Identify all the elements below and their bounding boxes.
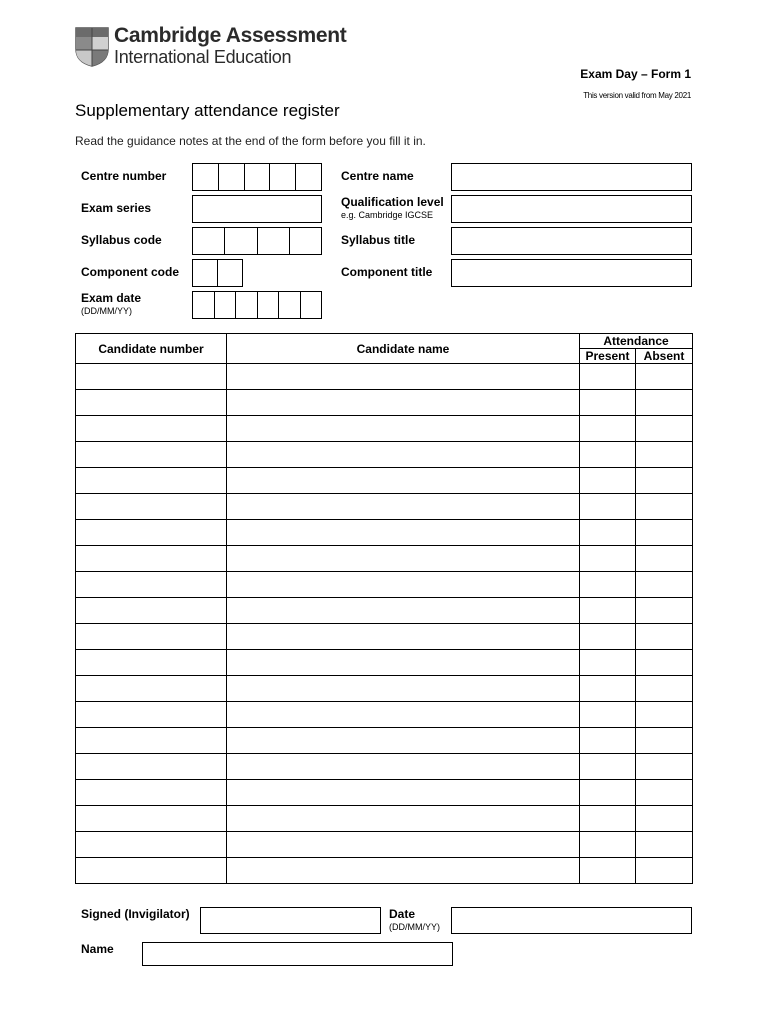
date-field[interactable]	[451, 907, 692, 934]
table-row	[76, 390, 693, 416]
component-title-field[interactable]	[451, 259, 692, 287]
candidate-name-cell[interactable]	[227, 416, 580, 442]
candidate-number-cell[interactable]	[76, 650, 227, 676]
present-cell[interactable]	[580, 832, 636, 858]
col-absent: Absent	[636, 349, 693, 364]
component-title-label: Component title	[341, 265, 433, 279]
date-label: Date	[389, 907, 416, 921]
present-cell[interactable]	[580, 676, 636, 702]
absent-cell[interactable]	[636, 728, 693, 754]
candidate-number-cell[interactable]	[76, 442, 227, 468]
table-row	[76, 624, 693, 650]
exam-date-format: (DD/MM/YY)	[81, 306, 132, 316]
candidate-number-cell[interactable]	[76, 806, 227, 832]
candidate-number-cell[interactable]	[76, 364, 227, 390]
absent-cell[interactable]	[636, 546, 693, 572]
qualification-level-field[interactable]	[451, 195, 692, 223]
signed-label: Signed (Invigilator)	[81, 907, 190, 921]
table-row	[76, 546, 693, 572]
absent-cell[interactable]	[636, 442, 693, 468]
absent-cell[interactable]	[636, 494, 693, 520]
exam-date-label: Exam date	[81, 291, 142, 305]
logo-title: Cambridge Assessment	[114, 24, 347, 47]
candidate-number-cell[interactable]	[76, 572, 227, 598]
page-title: Supplementary attendance register	[75, 101, 340, 120]
table-row	[76, 572, 693, 598]
name-field[interactable]	[142, 942, 453, 966]
centre-name-field[interactable]	[451, 163, 692, 191]
guidance-text: Read the guidance notes at the end of the form before you fill it in.	[75, 134, 426, 148]
present-cell[interactable]	[580, 780, 636, 806]
candidate-name-cell[interactable]	[227, 754, 580, 780]
present-cell[interactable]	[580, 728, 636, 754]
centre-name-label: Centre name	[341, 169, 414, 183]
absent-cell[interactable]	[636, 832, 693, 858]
absent-cell[interactable]	[636, 598, 693, 624]
cambridge-crest-icon	[75, 27, 109, 67]
present-cell[interactable]	[580, 468, 636, 494]
candidate-number-cell[interactable]	[76, 780, 227, 806]
centre-number-field[interactable]	[192, 163, 322, 191]
table-row	[76, 520, 693, 546]
absent-cell[interactable]	[636, 364, 693, 390]
exam-series-field[interactable]	[192, 195, 322, 223]
table-row	[76, 676, 693, 702]
present-cell[interactable]	[580, 858, 636, 884]
candidate-number-cell[interactable]	[76, 858, 227, 884]
candidate-name-cell[interactable]	[227, 650, 580, 676]
candidate-name-cell[interactable]	[227, 572, 580, 598]
table-row	[76, 494, 693, 520]
qualification-level-label: Qualification level	[341, 195, 444, 209]
absent-cell[interactable]	[636, 468, 693, 494]
candidate-name-cell[interactable]	[227, 702, 580, 728]
centre-number-label: Centre number	[81, 169, 167, 183]
logo-subtitle: International Education	[114, 47, 292, 67]
absent-cell[interactable]	[636, 702, 693, 728]
absent-cell[interactable]	[636, 676, 693, 702]
name-label: Name	[81, 942, 114, 956]
table-row	[76, 832, 693, 858]
syllabus-title-field[interactable]	[451, 227, 692, 255]
absent-cell[interactable]	[636, 520, 693, 546]
exam-date-field[interactable]	[192, 291, 322, 319]
present-cell[interactable]	[580, 702, 636, 728]
candidate-number-cell[interactable]	[76, 624, 227, 650]
syllabus-code-label: Syllabus code	[81, 233, 162, 247]
syllabus-code-field[interactable]	[192, 227, 322, 255]
candidate-name-cell[interactable]	[227, 468, 580, 494]
table-row	[76, 806, 693, 832]
present-cell[interactable]	[580, 572, 636, 598]
date-format: (DD/MM/YY)	[389, 922, 440, 932]
candidate-number-cell[interactable]	[76, 728, 227, 754]
col-attendance: Attendance	[580, 334, 693, 349]
validity-note: This version valid from May 2021	[583, 91, 691, 100]
component-code-field[interactable]	[192, 259, 243, 287]
present-cell[interactable]	[580, 416, 636, 442]
attendance-table	[75, 333, 693, 884]
candidate-name-cell[interactable]	[227, 780, 580, 806]
component-code-label: Component code	[81, 265, 179, 279]
present-cell[interactable]	[580, 390, 636, 416]
candidate-number-cell[interactable]	[76, 676, 227, 702]
candidate-name-cell[interactable]	[227, 598, 580, 624]
table-row	[76, 754, 693, 780]
absent-cell[interactable]	[636, 416, 693, 442]
present-cell[interactable]	[580, 494, 636, 520]
absent-cell[interactable]	[636, 390, 693, 416]
syllabus-title-label: Syllabus title	[341, 233, 416, 247]
candidate-name-cell[interactable]	[227, 364, 580, 390]
present-cell[interactable]	[580, 546, 636, 572]
candidate-number-cell[interactable]	[76, 520, 227, 546]
col-present: Present	[580, 349, 636, 364]
candidate-number-cell[interactable]	[76, 598, 227, 624]
candidate-number-cell[interactable]	[76, 546, 227, 572]
present-cell[interactable]	[580, 650, 636, 676]
present-cell[interactable]	[580, 442, 636, 468]
absent-cell[interactable]	[636, 806, 693, 832]
present-cell[interactable]	[580, 754, 636, 780]
exam-series-label: Exam series	[81, 201, 152, 215]
candidate-name-cell[interactable]	[227, 390, 580, 416]
candidate-name-cell[interactable]	[227, 494, 580, 520]
present-cell[interactable]	[580, 624, 636, 650]
candidate-number-cell[interactable]	[76, 494, 227, 520]
table-row	[76, 468, 693, 494]
table-row	[76, 650, 693, 676]
table-row	[76, 442, 693, 468]
candidate-name-cell[interactable]	[227, 624, 580, 650]
table-row	[76, 780, 693, 806]
candidate-number-cell[interactable]	[76, 754, 227, 780]
table-row	[76, 702, 693, 728]
present-cell[interactable]	[580, 520, 636, 546]
col-candidate-number: Candidate number	[76, 334, 227, 364]
col-candidate-name: Candidate name	[227, 334, 580, 364]
candidate-number-cell[interactable]	[76, 416, 227, 442]
candidate-name-cell[interactable]	[227, 806, 580, 832]
absent-cell[interactable]	[636, 858, 693, 884]
candidate-name-cell[interactable]	[227, 728, 580, 754]
absent-cell[interactable]	[636, 780, 693, 806]
candidate-name-cell[interactable]	[227, 442, 580, 468]
table-row	[76, 728, 693, 754]
candidate-number-cell[interactable]	[76, 832, 227, 858]
candidate-number-cell[interactable]	[76, 390, 227, 416]
absent-cell[interactable]	[636, 650, 693, 676]
absent-cell[interactable]	[636, 754, 693, 780]
candidate-number-cell[interactable]	[76, 702, 227, 728]
absent-cell[interactable]	[636, 624, 693, 650]
form-id: Exam Day – Form 1	[580, 67, 691, 81]
candidate-name-cell[interactable]	[227, 520, 580, 546]
candidate-name-cell[interactable]	[227, 858, 580, 884]
table-row	[76, 598, 693, 624]
candidate-name-cell[interactable]	[227, 546, 580, 572]
table-row	[76, 858, 693, 884]
candidate-number-cell[interactable]	[76, 468, 227, 494]
candidate-name-cell[interactable]	[227, 832, 580, 858]
table-row	[76, 416, 693, 442]
present-cell[interactable]	[580, 364, 636, 390]
qualification-example: e.g. Cambridge IGCSE	[341, 210, 434, 220]
present-cell[interactable]	[580, 806, 636, 832]
table-row	[76, 364, 693, 390]
signature-field[interactable]	[200, 907, 381, 934]
absent-cell[interactable]	[636, 572, 693, 598]
present-cell[interactable]	[580, 598, 636, 624]
candidate-name-cell[interactable]	[227, 676, 580, 702]
